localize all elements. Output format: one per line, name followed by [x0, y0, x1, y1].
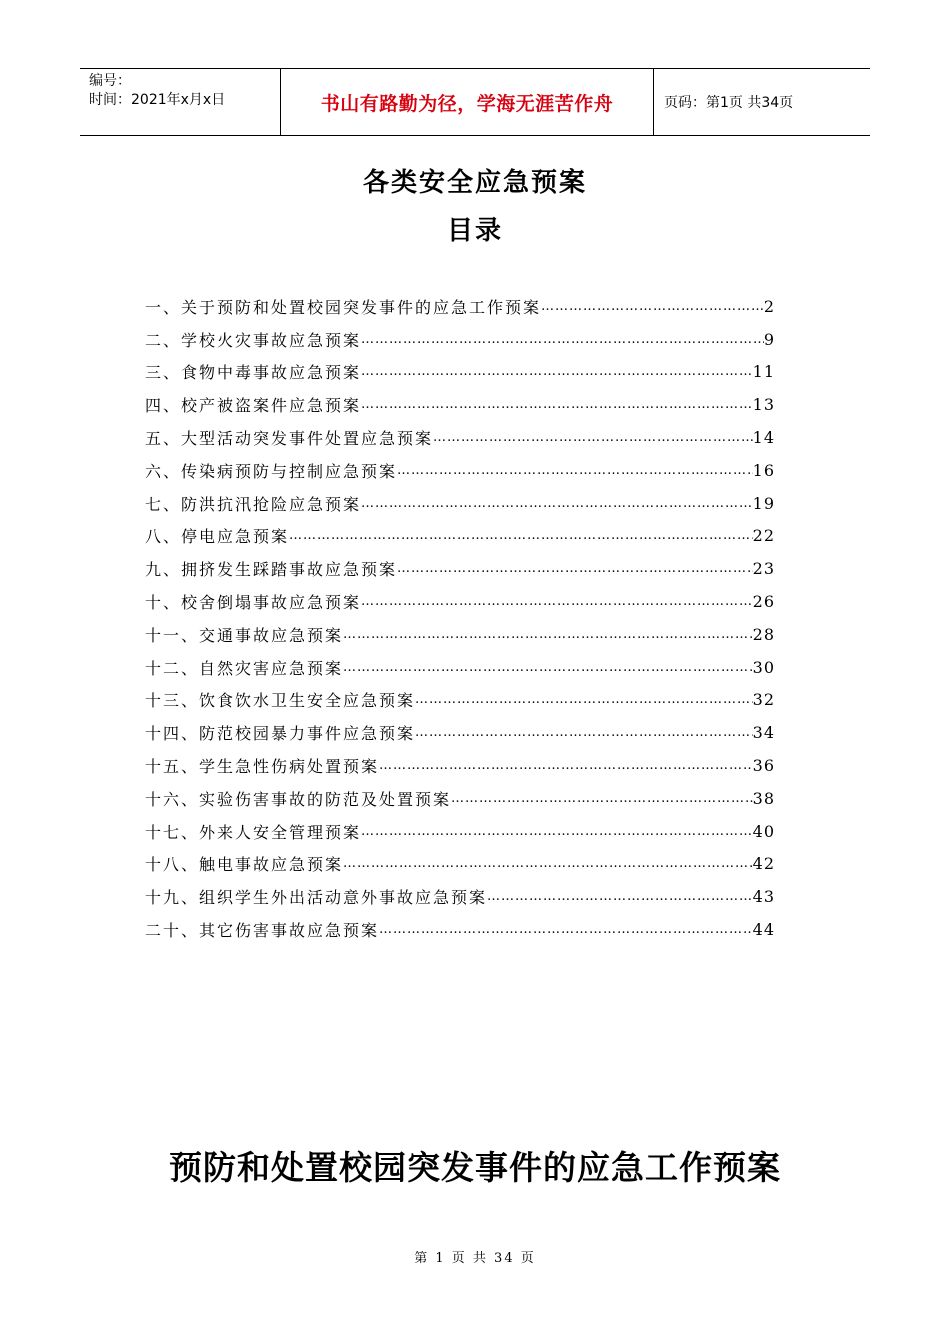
toc-entry-label: 二十、其它伤害事故应急预案 — [145, 921, 380, 941]
document-number-label: 编号： — [89, 73, 131, 89]
toc-leader-dots — [397, 561, 753, 576]
header-motto: 书山有路勤为径，学海无涯苦作舟 — [281, 69, 654, 135]
toc-entry-page: 40 — [752, 821, 775, 841]
toc-entry-page: 38 — [752, 788, 775, 808]
toc-entry[interactable] — [145, 585, 775, 618]
toc-entry-label: 十八、触电事故应急预案 — [145, 855, 344, 875]
toc-leader-dots — [415, 725, 753, 740]
toc-entry-page: 22 — [752, 526, 775, 546]
toc-entry-label: 十三、饮食饮水卫生安全应急预案 — [145, 691, 416, 711]
toc-leader-dots — [361, 496, 753, 511]
toc-entry-label: 四、校产被盗案件应急预案 — [145, 396, 362, 416]
toc-entry-label: 十五、学生急性伤病处置预案 — [145, 757, 380, 777]
page-footer: 第 1 页 共 34 页 — [414, 1251, 536, 1266]
toc-entry[interactable] — [145, 290, 775, 323]
toc-entry[interactable] — [145, 552, 775, 585]
toc-entry[interactable] — [145, 651, 775, 684]
toc-entry-label: 五、大型活动突发事件处置应急预案 — [145, 429, 434, 449]
toc-entry[interactable] — [145, 848, 775, 881]
toc-entry-label: 二、学校火灾事故应急预案 — [145, 330, 362, 350]
toc-entry-page: 26 — [752, 592, 775, 612]
toc-leader-dots — [397, 463, 753, 478]
toc-entry[interactable] — [145, 618, 775, 651]
toc-entry-label: 十四、防范校园暴力事件应急预案 — [145, 724, 416, 744]
toc-entry-page: 9 — [763, 329, 775, 349]
toc-entry[interactable] — [145, 323, 775, 356]
toc-leader-dots — [361, 824, 753, 839]
toc-entry[interactable] — [145, 815, 775, 848]
toc-entry-label: 十九、组织学生外出活动意外事故应急预案 — [145, 888, 488, 908]
toc-entry-page: 13 — [752, 395, 775, 415]
table-of-contents — [145, 290, 775, 946]
toc-entry-label: 十二、自然灾害应急预案 — [145, 658, 344, 678]
toc-entry[interactable] — [145, 520, 775, 553]
toc-entry[interactable] — [145, 356, 775, 389]
document-time-label: 时间：2021年x月x日 — [89, 92, 226, 108]
toc-leader-dots — [487, 889, 753, 904]
toc-entry-page: 43 — [752, 887, 775, 907]
toc-entry-label: 九、拥挤发生踩踏事故应急预案 — [145, 560, 398, 580]
toc-leader-dots — [379, 922, 753, 937]
toc-leader-dots — [361, 364, 753, 379]
toc-entry-label: 六、传染病预防与控制应急预案 — [145, 461, 398, 481]
toc-leader-dots — [361, 332, 764, 347]
toc-entry-page: 44 — [752, 920, 775, 940]
toc-entry-page: 14 — [752, 428, 775, 448]
toc-leader-dots — [433, 430, 753, 445]
page-header — [80, 68, 870, 136]
toc-entry[interactable] — [145, 487, 775, 520]
toc-entry[interactable] — [145, 388, 775, 421]
toc-entry-page: 30 — [752, 657, 775, 677]
toc-entry[interactable] — [145, 749, 775, 782]
toc-entry-label: 三、食物中毒事故应急预案 — [145, 363, 362, 383]
toc-entry-page: 34 — [752, 723, 775, 743]
toc-entry-page: 28 — [752, 624, 775, 644]
toc-entry-label: 十、校舍倒塌事故应急预案 — [145, 593, 362, 613]
toc-entry[interactable] — [145, 684, 775, 717]
toc-entry[interactable] — [145, 880, 775, 913]
document-title: 各类安全应急预案 — [362, 168, 587, 198]
toc-leader-dots — [415, 692, 753, 707]
toc-entry-page: 11 — [752, 362, 775, 382]
toc-entry-page: 36 — [752, 756, 775, 776]
header-page-info: 页码：第1页 共34页 — [664, 95, 794, 111]
toc-entry-page: 42 — [752, 854, 775, 874]
toc-entry-page: 16 — [752, 460, 775, 480]
toc-leader-dots — [343, 627, 753, 642]
toc-entry-label: 十七、外来人安全管理预案 — [145, 822, 362, 842]
toc-entry-label: 十六、实验伤害事故的防范及处置预案 — [145, 789, 452, 809]
header-meta — [80, 69, 281, 135]
toc-entry[interactable] — [145, 716, 775, 749]
toc-entry-page: 2 — [763, 296, 775, 316]
toc-leader-dots — [343, 856, 753, 871]
toc-leader-dots — [379, 758, 753, 773]
toc-leader-dots — [361, 594, 753, 609]
toc-leader-dots — [451, 791, 753, 806]
toc-leader-dots — [343, 660, 753, 675]
toc-entry-label: 七、防洪抗汛抢险应急预案 — [145, 494, 362, 514]
toc-entry[interactable] — [145, 913, 775, 946]
toc-entry[interactable] — [145, 454, 775, 487]
section-title: 预防和处置校园突发事件的应急工作预案 — [169, 1148, 781, 1187]
toc-entry-label: 八、停电应急预案 — [145, 527, 290, 547]
toc-entry-label: 十一、交通事故应急预案 — [145, 625, 344, 645]
toc-leader-dots — [541, 299, 764, 314]
toc-entry[interactable] — [145, 782, 775, 815]
toc-entry-page: 19 — [752, 493, 775, 513]
toc-heading: 目录 — [446, 216, 503, 246]
toc-leader-dots — [361, 397, 753, 412]
toc-entry-label: 一、关于预防和处置校园突发事件的应急工作预案 — [145, 297, 542, 317]
toc-entry-page: 32 — [752, 690, 775, 710]
toc-entry[interactable] — [145, 421, 775, 454]
toc-entry-page: 23 — [752, 559, 775, 579]
toc-leader-dots — [289, 528, 753, 543]
